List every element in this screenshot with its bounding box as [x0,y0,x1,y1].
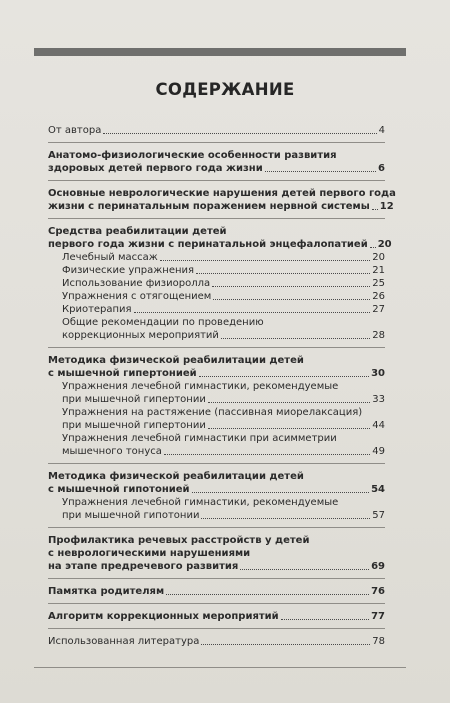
toc-entry-label: при мышечной гипотонии [62,510,200,521]
toc-page-number: 27 [372,304,385,315]
toc-page-number: 44 [372,420,385,431]
toc-entry-label: первого года жизни с перинатальной энцефалопатией [48,239,368,250]
toc-separator [48,578,385,579]
toc-page-number: 20 [372,252,385,263]
dot-leader [166,594,369,595]
toc-entry-row [62,509,385,522]
toc-separator [48,218,385,219]
toc-subentry-fitball[interactable] [48,277,385,290]
toc-entry-row [62,329,385,342]
toc-entry-label: От автора [48,125,102,136]
toc-separator [48,180,385,181]
toc-entry-row [48,560,385,573]
toc-separator [48,628,385,629]
toc-page-number: 76 [371,586,385,597]
dot-leader [281,619,369,620]
toc-entry-means[interactable] [48,225,392,251]
toc-subentry-weights[interactable] [48,290,385,303]
toc-page-number: 4 [378,125,385,136]
toc-subentry-stretch[interactable] [48,406,385,432]
toc-entry-label: с мышечной гипертонией [48,368,197,379]
toc-entry-row [48,162,385,175]
toc-entry-label: Использование физиоролла [62,278,211,289]
toc-subentry-phys-ex[interactable] [48,264,385,277]
toc-page-number: 21 [372,265,385,276]
toc-entry-title-line: Методика физической реабилитации детей [48,471,304,482]
toc-entry-label: Памятка родителям [48,586,165,597]
toc-entry-row [62,393,385,406]
toc-page-number: 77 [371,611,385,622]
toc-subentry-massage[interactable] [48,251,385,264]
toc-entry-row [48,610,385,623]
toc-page-number: 25 [372,278,385,289]
toc-entry-row [62,277,385,290]
dot-leader [370,247,376,248]
dot-leader [192,492,370,493]
toc-entry-title-line: Общие рекомендации по проведению [62,317,264,328]
toc-subentry-general[interactable] [48,316,385,342]
toc-entry-row [48,367,385,380]
table-of-contents [48,124,396,648]
toc-entry-title-line: Профилактика речевых расстройств у детей [48,535,310,546]
toc-entry-row [48,238,392,251]
toc-entry-row [62,251,385,264]
toc-page-number: 33 [372,394,385,405]
toc-entry-hypotonia[interactable] [48,470,385,496]
toc-entry-label: здоровых детей первого года жизни [48,163,263,174]
dot-leader [221,338,370,339]
toc-entry-label: Физические упражнения [62,265,195,276]
toc-separator [48,527,385,528]
toc-subentry-asym[interactable] [48,432,385,458]
toc-entry-label: Использованная литература [48,636,200,647]
toc-entry-label: Криотерапия [62,304,132,315]
toc-entry-author[interactable] [48,124,385,137]
toc-page-number: 69 [371,561,385,572]
toc-entry-label: при мышечной гипертонии [62,420,206,431]
toc-subentry-hypo-ex[interactable] [48,496,385,522]
toc-entry-row [48,585,385,598]
dot-leader [164,454,370,455]
dot-leader [240,569,369,570]
toc-entry-label: при мышечной гипертонии [62,394,206,405]
toc-entry-row [48,483,385,496]
dot-leader [265,171,376,172]
toc-page-number: 30 [371,368,385,379]
toc-entry-speech[interactable] [48,534,385,573]
toc-entry-row [48,124,385,137]
toc-entry-row [62,419,385,432]
toc-entry-title-line: Упражнения лечебной гимнастики, рекомендуемые [62,497,339,508]
dot-leader [208,428,370,429]
toc-page-number: 20 [377,239,392,250]
dot-leader [208,402,370,403]
toc-page-number: 26 [372,291,385,302]
toc-entry-label: коррекционных мероприятий [62,330,219,341]
toc-page-number: 28 [372,330,385,341]
toc-entry-title-line: Основные неврологические нарушения детей первого года [48,188,396,199]
toc-entry-parents[interactable] [48,585,385,598]
dot-leader [103,133,376,134]
toc-entry-row [48,200,394,213]
toc-separator [48,347,385,348]
dot-leader [213,299,370,300]
toc-entry-label: на этапе предречевого развития [48,561,239,572]
toc-entry-hypertonia[interactable] [48,354,385,380]
toc-entry-title-line: Упражнения лечебной гимнастики при асимметрии [62,433,337,444]
dot-leader [196,273,370,274]
toc-entry-label: мышечного тонуса [62,446,162,457]
dot-leader [201,644,370,645]
toc-entry-title-line: с неврологическими нарушениями [48,548,251,559]
header-rule [34,48,406,56]
toc-separator [48,463,385,464]
toc-entry-row [62,303,385,316]
toc-entry-row [62,264,385,277]
dot-leader [201,518,370,519]
toc-entry-label: жизни с перинатальным поражением нервной системы [48,201,370,212]
toc-entry-title-line: Упражнения лечебной гимнастики, рекомендуемые [62,381,339,392]
toc-entry-anatomy[interactable] [48,149,385,175]
dot-leader [134,312,371,313]
toc-entry-title-line: Средства реабилитации детей [48,226,227,237]
toc-page-number: 6 [378,163,385,174]
toc-entry-label: Лечебный массаж [62,252,158,263]
toc-separator [48,142,385,143]
toc-entry-row [62,445,385,458]
toc-entry-title-line: Упражнения на растяжение (пассивная миорелаксация) [62,407,363,418]
footer-rule [34,667,406,668]
dot-leader [160,260,370,261]
toc-separator [48,603,385,604]
toc-entry-label: с мышечной гипотонией [48,484,190,495]
toc-page-number: 57 [372,510,385,521]
toc-entry-lit[interactable] [48,635,385,648]
dot-leader [372,209,378,210]
toc-page-number: 78 [372,636,385,647]
page-title: СОДЕРЖАНИЕ [155,80,295,99]
toc-subentry-cryo[interactable] [48,303,385,316]
toc-entry-neuro[interactable] [48,187,396,213]
dot-leader [212,286,370,287]
toc-page-number: 49 [372,446,385,457]
toc-entry-algo[interactable] [48,610,385,623]
toc-page-number: 12 [379,201,394,212]
toc-entry-label: Алгоритм коррекционных мероприятий [48,611,279,622]
toc-entry-title-line: Анатомо-физиологические особенности развития [48,150,337,161]
toc-page-number: 54 [371,484,385,495]
toc-entry-row [48,635,385,648]
toc-entry-label: Упражнения с отягощением [62,291,212,302]
toc-subentry-hyper-ex[interactable] [48,380,385,406]
toc-entry-row [62,290,385,303]
dot-leader [199,376,369,377]
toc-entry-title-line: Методика физической реабилитации детей [48,355,304,366]
